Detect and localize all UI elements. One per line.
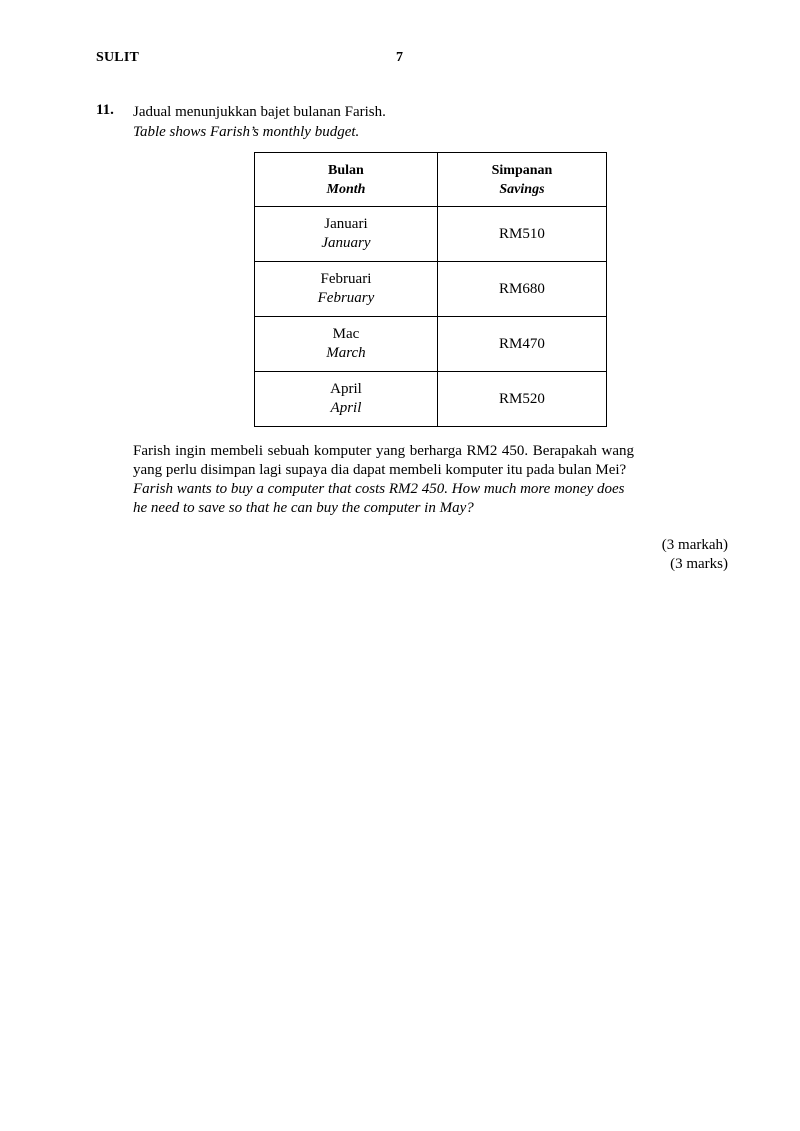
table-header-row [255,153,607,207]
month-cell [255,207,438,262]
month-ms: Februari [320,271,372,287]
question-intro [133,102,386,142]
header-month [255,153,438,207]
savings-cell: RM680 [437,262,606,317]
month-en: February [317,290,375,306]
marks-ms: (3 markah) [661,537,728,553]
question-text-en: Farish wants to buy a computer that costs RM2 450. How much more money does he need to save so that he can buy the computer in May? [133,481,625,516]
month-cell [255,317,438,372]
header-savings-ms: Simpanan [491,162,553,178]
month-en: April [330,400,362,416]
savings-cell: RM470 [437,317,606,372]
month-cell [255,262,438,317]
header-savings-en: Savings [499,181,545,197]
month-ms: Januari [324,216,368,232]
budget-table [254,152,607,427]
header-month-ms: Bulan [328,162,364,178]
page-number: 7 [396,50,403,65]
savings-cell: RM520 [437,372,606,427]
month-en: March [326,345,366,361]
month-cell [255,372,438,427]
header-month-en: Month [326,181,366,197]
marks-allocation [662,536,728,574]
marks-en: (3 marks) [670,556,728,572]
question-text [133,442,634,518]
table-row [255,372,607,427]
month-en: January [321,235,371,251]
month-ms: Mac [332,326,360,342]
table-row [255,207,607,262]
question-text-ms: Farish ingin membeli sebuah komputer yang berharga RM2 450. Berapakah wang yang perlu disimpan lagi supaya dia dapat membeli komputer itu pada bulan Mei? [133,443,634,478]
savings-cell: RM510 [437,207,606,262]
table-row [255,262,607,317]
question-intro-en: Table shows Farish’s monthly budget. [133,124,360,140]
header-savings [437,153,606,207]
month-ms: April [330,381,362,397]
classification-label: SULIT [96,50,140,65]
table-row [255,317,607,372]
question-intro-ms: Jadual menunjukkan bajet bulanan Farish. [133,104,386,120]
question-number: 11. [96,102,114,118]
